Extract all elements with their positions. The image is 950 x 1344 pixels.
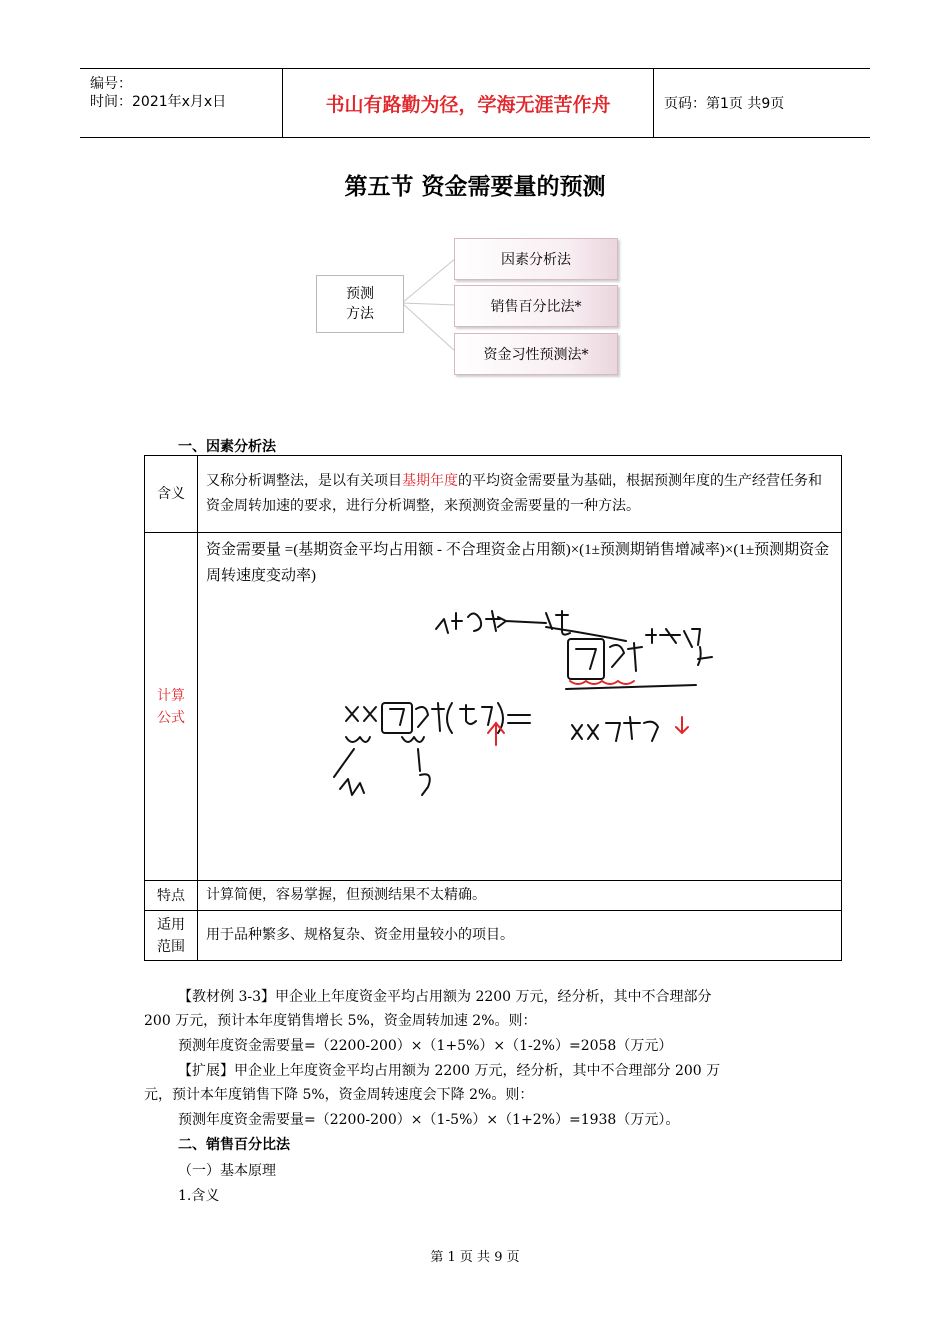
scope-label: 适用 范围: [145, 911, 198, 961]
section2-heading: 二、销售百分比法: [178, 1137, 290, 1153]
formula-label: 计算 公式: [145, 533, 198, 881]
factor-analysis-table: [144, 455, 842, 961]
meaning-label: 含义: [145, 456, 198, 533]
motto: 书山有路勤为径，学海无涯苦作舟: [325, 93, 611, 116]
formula-text: 资金需要量 =(基期资金平均占用额 - 不合理资金占用额)×(1±预测期销售增减率)×(1±预测期资金周转速度变动率): [206, 542, 830, 584]
diagram-root-line1: 预测: [346, 286, 374, 302]
example-line2: 200 万元，预计本年度销售增长 5%，资金周转加速 2%。则：: [144, 1013, 537, 1029]
page-title: 第五节 资金需要量的预测: [344, 174, 606, 200]
subsection1-heading: （一）基本原理: [178, 1163, 276, 1179]
example-line1: 【教材例 3-3】甲企业上年度资金平均占用额为 2200 万元，经分析，其中不合理部分: [178, 989, 712, 1005]
scope-text: 用于品种繁多、规格复杂、资金用量较小的项目。: [198, 911, 842, 961]
diagram-root-box: [316, 275, 404, 333]
diagram-root-line2: 方法: [346, 306, 374, 322]
formula-cell: [198, 533, 842, 881]
diagram-method-sales-percent: 销售百分比法*: [454, 285, 618, 327]
handwritten-annotation: [206, 599, 806, 839]
page-footer: 第 1 页 共 9 页: [430, 1250, 520, 1265]
feature-label: 特点: [145, 881, 198, 911]
feature-row: [145, 881, 842, 911]
meaning-row: [145, 456, 842, 533]
diagram-method-factor: 因素分析法: [454, 238, 618, 280]
extend-line2: 元，预计本年度销售下降 5%，资金周转速度会下降 2%。则：: [144, 1087, 534, 1103]
example-calc: 预测年度资金需要量=（2200-200）×（1+5%）×（1-2%）=2058（万元）: [178, 1038, 673, 1054]
extend-line1: 【扩展】甲企业上年度资金平均占用额为 2200 万元，经分析，其中不合理部分 200 万: [178, 1063, 721, 1079]
number-label: 编号：: [90, 76, 132, 92]
meaning-text: 又称分析调整法，是以有关项目基期年度的平均资金需要量为基础，根据预测年度的生产经营任务和资金周转加速的要求，进行分析调整，来预测资金需要量的一种方法。: [198, 456, 842, 533]
time-label: 时间：2021年x月x日: [90, 94, 227, 110]
diagram-method-capital-habit: 资金习性预测法*: [454, 333, 618, 375]
scope-row: [145, 911, 842, 961]
extend-calc: 预测年度资金需要量=（2200-200）×（1-5%）×（1+2%）=1938（万元）。: [178, 1112, 680, 1128]
feature-text: 计算简便，容易掌握，但预测结果不太精确。: [198, 881, 842, 911]
formula-row: [145, 533, 842, 881]
page-number-label: 页码：第1页 共9页: [664, 96, 785, 112]
item1-heading: 1.含义: [178, 1188, 220, 1204]
section1-heading: 一、因素分析法: [178, 439, 276, 455]
meaning-highlight: 基期年度: [402, 473, 458, 489]
